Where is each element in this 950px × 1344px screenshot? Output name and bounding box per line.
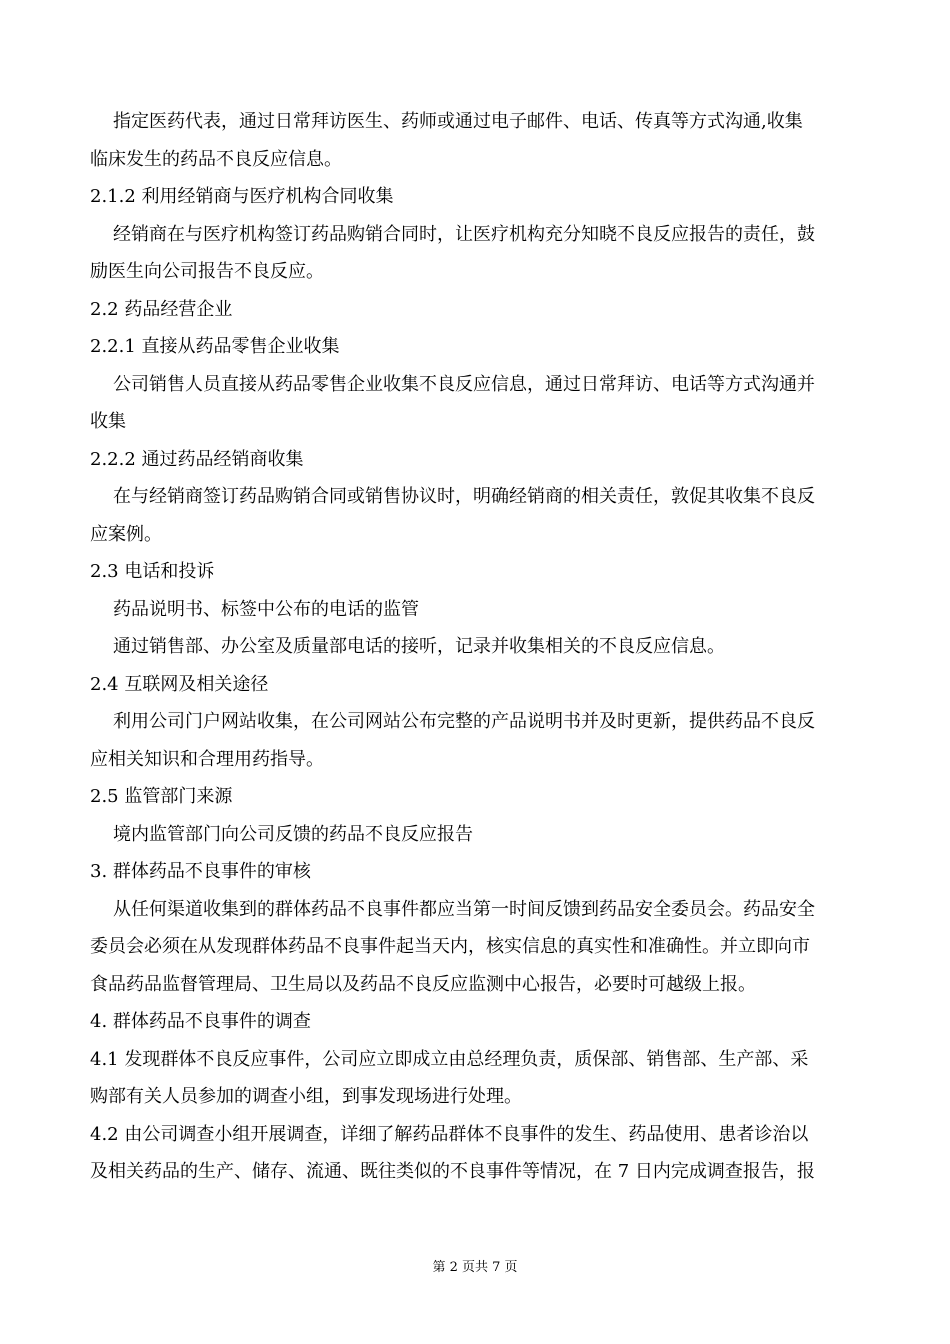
paragraph-line: 药品说明书、标签中公布的电话的监管 <box>113 598 419 620</box>
paragraph-line: 4.2 由公司调查小组开展调查，详细了解药品群体不良事件的发生、药品使用、患者诊治以 <box>90 1123 809 1145</box>
section-heading: 2.2.1 直接从药品零售企业收集 <box>90 336 340 357</box>
paragraph-line: 4.1 发现群体不良反应事件，公司应立即成立由总经理负责，质保部、销售部、生产部、采 <box>90 1048 809 1070</box>
section-heading: 2.5 监管部门来源 <box>90 786 233 807</box>
paragraph-line: 从任何渠道收集到的群体药品不良事件都应当第一时间反馈到药品安全委员会。药品安全 <box>113 898 815 920</box>
page-footer: 第 2 页共 7 页 <box>432 1260 518 1275</box>
paragraph-line: 指定医药代表，通过日常拜访医生、药师或通过电子邮件、电话、传真等方式沟通,收集 <box>113 111 803 132</box>
paragraph-line: 利用公司门户网站收集，在公司网站公布完整的产品说明书并及时更新，提供药品不良反 <box>113 711 815 732</box>
paragraph-line: 经销商在与医疗机构签订药品购销合同时，让医疗机构充分知晓不良反应报告的责任，鼓 <box>113 223 815 245</box>
section-heading: 2.1.2 利用经销商与医疗机构合同收集 <box>90 186 394 207</box>
paragraph-line: 通过销售部、办公室及质量部电话的接听，记录并收集相关的不良反应信息。 <box>113 636 725 657</box>
section-heading: 2.2.2 通过药品经销商收集 <box>90 448 304 470</box>
paragraph-line: 应案例。 <box>90 523 162 545</box>
paragraph-line: 食品药品监督管理局、卫生局以及药品不良反应监测中心报告，必要时可越级上报。 <box>90 973 756 995</box>
document-body <box>90 103 860 1191</box>
paragraph-line: 应相关知识和合理用药指导。 <box>90 748 324 770</box>
paragraph-line: 在与经销商签订药品购销合同或销售协议时，明确经销商的相关责任，敦促其收集不良反 <box>113 486 815 507</box>
paragraph-line: 收集 <box>90 411 126 432</box>
paragraph-line: 临床发生的药品不良反应信息。 <box>90 148 342 170</box>
paragraph-line: 购部有关人员参加的调查小组，到事发现场进行处理。 <box>90 1086 522 1107</box>
paragraph-line: 公司销售人员直接从药品零售企业收集不良反应信息，通过日常拜访、电话等方式沟通并 <box>113 373 815 395</box>
section-heading: 2.3 电话和投诉 <box>90 561 215 582</box>
section-heading: 2.2 药品经营企业 <box>90 298 233 320</box>
paragraph-line: 及相关药品的生产、储存、流通、既往类似的不良事件等情况，在 7 日内完成调查报告，报 <box>90 1161 815 1182</box>
section-heading: 4. 群体药品不良事件的调查 <box>90 1011 311 1032</box>
section-heading: 2.4 互联网及相关途径 <box>90 673 269 695</box>
paragraph-line: 励医生向公司报告不良反应。 <box>90 261 324 282</box>
section-heading: 3. 群体药品不良事件的审核 <box>90 861 311 882</box>
paragraph-line: 境内监管部门向公司反馈的药品不良反应报告 <box>113 823 473 845</box>
paragraph-line: 委员会必须在从发现群体药品不良事件起当天内，核实信息的真实性和准确性。并立即向市 <box>90 936 810 957</box>
